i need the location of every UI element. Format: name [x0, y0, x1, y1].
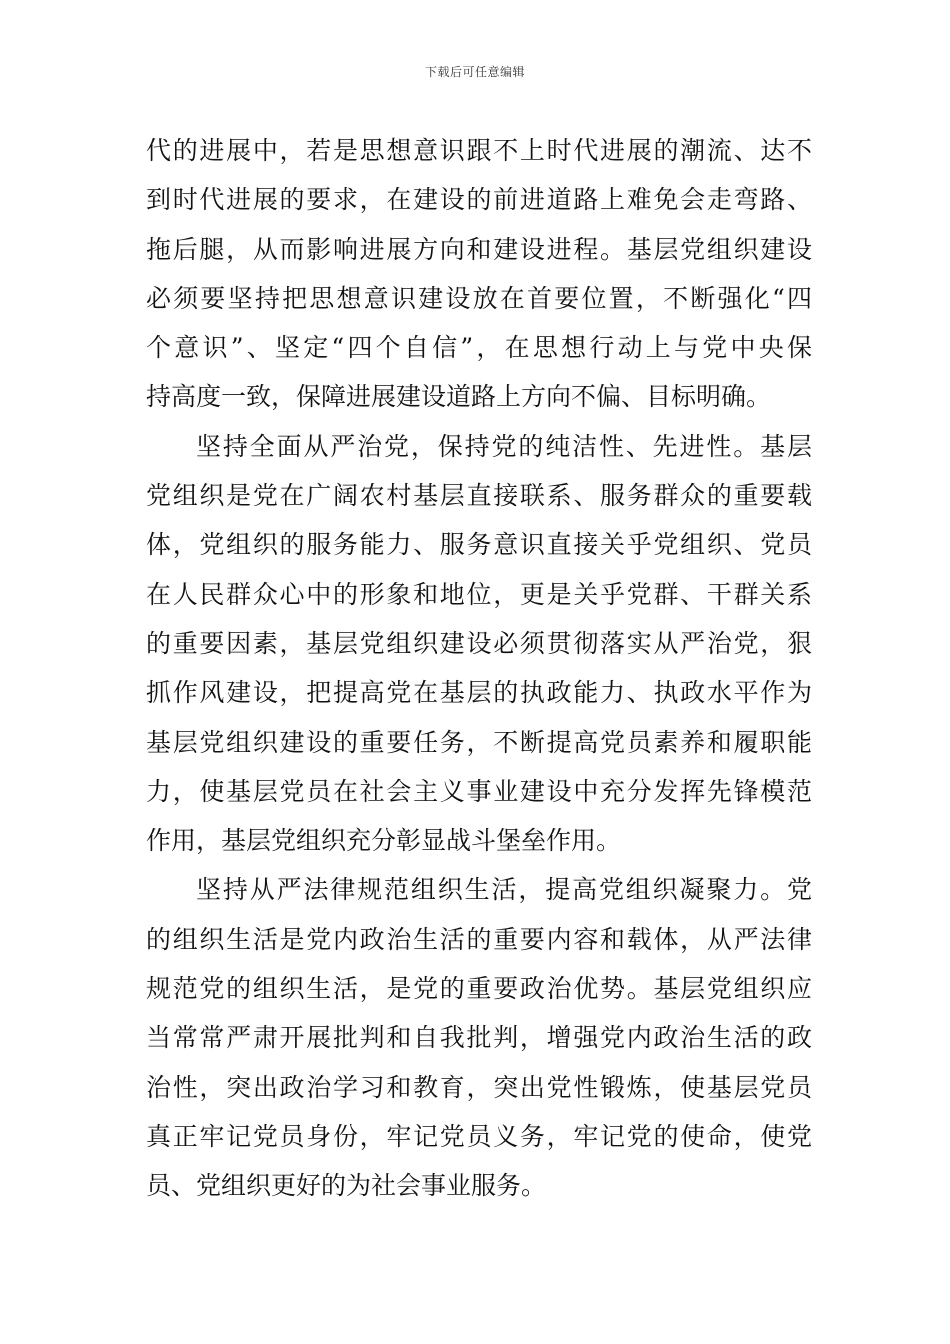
paragraph-2-line-8: 力，使基层党员在社会主义事业建设中充分发挥先锋模范 [146, 776, 812, 806]
paragraph-2-line-7: 基层党组织建设的重要任务，不断提高党员素养和履职能 [146, 727, 812, 757]
paragraph-1-line-6: 持高度一致，保障进展建设道路上方向不偏、目标明确。 [146, 382, 772, 412]
paragraph-3-line-4: 当常常严肃开展批判和自我批判，增强党内政治生活的政 [146, 1023, 812, 1053]
paragraph-2-line-9: 作用，基层党组织充分彰显战斗堡垒作用。 [146, 826, 622, 856]
paragraph-3-line-6: 真正牢记党员身份，牢记党员义务，牢记党的使命，使党 [146, 1121, 812, 1151]
paragraph-3-line-3: 规范党的组织生活，是党的重要政治优势。基层党组织应 [146, 974, 812, 1004]
paragraph-3-line-7: 员、党组织更好的为社会事业服务。 [146, 1171, 547, 1201]
paragraph-2-line-3: 体，党组织的服务能力、服务意识直接关乎党组织、党员 [146, 530, 812, 560]
page-header: 下载后可任意编辑 [424, 65, 525, 79]
paragraph-1-line-1: 代的进展中，若是思想意识跟不上时代进展的潮流、达不 [146, 136, 812, 165]
paragraph-3-line-2: 的组织生活是党内政治生活的重要内容和载体，从严法律 [146, 924, 812, 954]
paragraph-1-line-4: 必须要坚持把思想意识建设放在首要位置，不断强化“四 [146, 283, 812, 313]
paragraph-2-line-6: 抓作风建设，把提高党在基层的执政能力、执政水平作为 [146, 678, 812, 708]
paragraph-2-line-2: 党组织是党在广阔农村基层直接联系、服务群众的重要载 [146, 481, 812, 511]
paragraph-1-line-2: 到时代进展的要求，在建设的前进道路上难免会走弯路、 [146, 185, 812, 215]
paragraph-2-line-5: 的重要因素，基层党组织建设必须贯彻落实从严治党，狠 [146, 628, 812, 658]
paragraph-3-line-5: 治性，突出政治学习和教育，突出党性锻炼，使基层党员 [146, 1072, 812, 1102]
paragraph-2-line-4: 在人民群众心中的形象和地位，更是关乎党群、干群关系 [146, 579, 812, 609]
paragraph-1-line-3: 拖后腿，从而影响进展方向和建设进程。基层党组织建设 [146, 234, 812, 264]
paragraph-3-line-1: 坚持从严法律规范组织生活，提高党组织凝聚力。党 [196, 875, 812, 905]
document-body [146, 126, 812, 1211]
paragraph-2-line-1: 坚持全面从严治党，保持党的纯洁性、先进性。基层 [196, 431, 812, 461]
paragraph-1-line-5: 个意识”、坚定“四个自信”，在思想行动上与党中央保 [146, 333, 812, 363]
